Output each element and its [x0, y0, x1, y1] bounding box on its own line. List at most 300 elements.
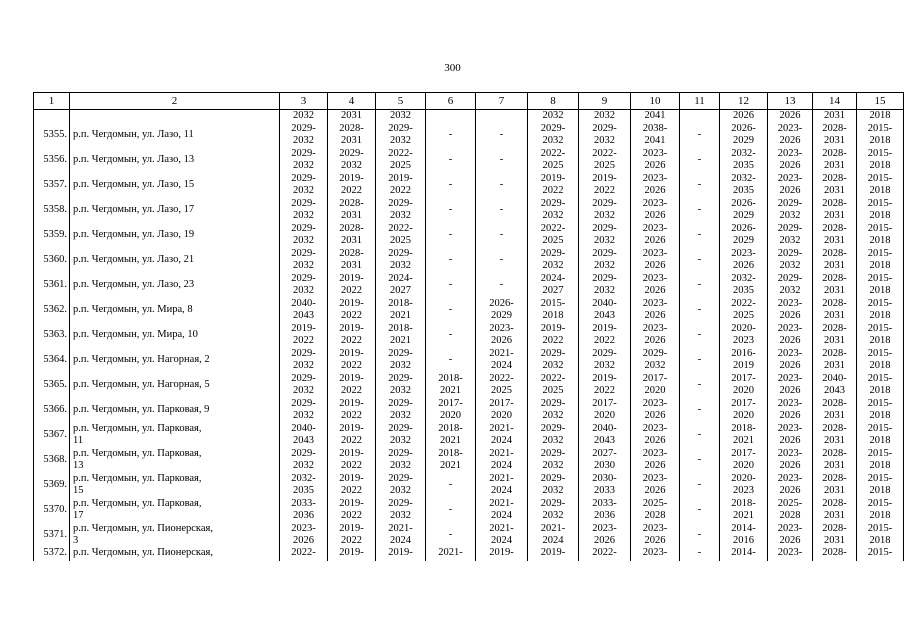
table-cell: 2019-: [476, 547, 528, 561]
table-cell: 2040- 2043: [579, 422, 631, 447]
table-cell: 2019- 2022: [328, 347, 376, 372]
table-cell: -: [426, 122, 476, 147]
table-cell: 2029- 2032: [376, 122, 426, 147]
table-cell: [70, 110, 280, 123]
table-cell: 2018- 2021: [376, 322, 426, 347]
table-cell: -: [426, 347, 476, 372]
table-cell: 2019- 2022: [528, 322, 579, 347]
column-header: 5: [376, 93, 426, 110]
table-cell: 2032: [579, 110, 631, 123]
table-cell: 2032: [280, 110, 328, 123]
table-cell: 2028- 2031: [813, 297, 857, 322]
table-cell: 2029- 2032: [376, 372, 426, 397]
table-cell: 2029- 2032: [528, 422, 579, 447]
table-cell: 2029- 2032: [280, 147, 328, 172]
table-cell: 2032- 2035: [720, 272, 768, 297]
table-cell: 2031: [328, 110, 376, 123]
column-header: 10: [631, 93, 680, 110]
table-cell: 2026- 2029: [476, 297, 528, 322]
table-cell: 2040- 2043: [280, 297, 328, 322]
table-cell: 2026- 2029: [720, 222, 768, 247]
table-cell: 2019- 2022: [579, 372, 631, 397]
table-cell: 2022- 2025: [528, 222, 579, 247]
table-cell: 2019- 2022: [328, 472, 376, 497]
table-cell: 2021- 2024: [476, 497, 528, 522]
table-cell: 2019- 2022: [528, 172, 579, 197]
table-cell: 2026- 2029: [720, 197, 768, 222]
address-cell: р.п. Чегдомын, ул. Парковая, 9: [70, 397, 280, 422]
table-cell: 2029- 2032: [376, 422, 426, 447]
table-cell: 2015- 2018: [857, 497, 904, 522]
table-cell: 2028- 2031: [813, 472, 857, 497]
table-cell: 2015- 2018: [857, 372, 904, 397]
table-cell: -: [476, 222, 528, 247]
table-row: [34, 222, 904, 247]
table-cell: 2021- 2024: [476, 422, 528, 447]
row-number: 5365.: [34, 372, 70, 397]
column-header: 9: [579, 93, 631, 110]
table-cell: 2026: [768, 110, 813, 123]
table-cell: 2029- 2032: [768, 247, 813, 272]
table-cell: 2029- 2032: [528, 497, 579, 522]
table-cell: 2022- 2025: [579, 147, 631, 172]
table-cell: -: [680, 547, 720, 561]
table-cell: -: [680, 347, 720, 372]
address-cell: р.п. Чегдомын, ул. Парковая, 13: [70, 447, 280, 472]
table-cell: 2015- 2018: [857, 397, 904, 422]
table-cell: 2032- 2035: [720, 147, 768, 172]
table-cell: -: [426, 172, 476, 197]
table-cell: 2018- 2021: [376, 297, 426, 322]
table-cell: 2015- 2018: [857, 347, 904, 372]
table-cell: 2028- 2031: [813, 322, 857, 347]
row-number: 5364.: [34, 347, 70, 372]
row-number: 5356.: [34, 147, 70, 172]
row-number: 5372.: [34, 547, 70, 561]
table-cell: 2019- 2022: [376, 172, 426, 197]
table-cell: -: [426, 297, 476, 322]
table-cell: 2028- 2031: [813, 522, 857, 547]
table-cell: 2015- 2018: [857, 122, 904, 147]
table-cell: 2040- 2043: [280, 422, 328, 447]
table-cell: 2019-: [528, 547, 579, 561]
table-row: [34, 547, 904, 561]
column-header: 15: [857, 93, 904, 110]
table-cell: 2017- 2020: [631, 372, 680, 397]
address-cell: р.п. Чегдомын, ул. Парковая, 15: [70, 472, 280, 497]
column-header: 8: [528, 93, 579, 110]
row-number: 5360.: [34, 247, 70, 272]
table-cell: 2029- 2032: [280, 197, 328, 222]
table-cell: -: [680, 522, 720, 547]
table-cell: 2023- 2026: [280, 522, 328, 547]
row-number: 5370.: [34, 497, 70, 522]
table-cell: 2021- 2024: [376, 522, 426, 547]
table-cell: 2025- 2028: [768, 497, 813, 522]
table-row: [34, 447, 904, 472]
table-cell: 2015- 2018: [857, 147, 904, 172]
table-cell: 2029- 2032: [280, 397, 328, 422]
table-cell: 2028-: [813, 547, 857, 561]
table-cell: 2029- 2032: [768, 222, 813, 247]
table-cell: 2017- 2020: [426, 397, 476, 422]
table-cell: 2029- 2032: [376, 472, 426, 497]
table-cell: 2023- 2026: [631, 397, 680, 422]
table-cell: -: [680, 322, 720, 347]
table-cell: 2023- 2026: [631, 247, 680, 272]
address-cell: р.п. Чегдомын, ул. Нагорная, 5: [70, 372, 280, 397]
table-cell: 2021- 2024: [476, 472, 528, 497]
row-number: 5361.: [34, 272, 70, 297]
table-cell: 2029- 2032: [528, 247, 579, 272]
table-cell: 2040- 2043: [579, 297, 631, 322]
address-cell: р.п. Чегдомын, ул. Лазо, 21: [70, 247, 280, 272]
table-cell: 2019- 2022: [579, 322, 631, 347]
table-cell: 2023- 2026: [768, 397, 813, 422]
table-cell: 2021- 2024: [476, 447, 528, 472]
table-cell: 2030- 2033: [579, 472, 631, 497]
column-header: 1: [34, 93, 70, 110]
table-cell: 2032- 2035: [720, 172, 768, 197]
row-number: 5359.: [34, 222, 70, 247]
table-cell: -: [680, 172, 720, 197]
table-cell: 2038- 2041: [631, 122, 680, 147]
table-cell: 2019- 2022: [328, 372, 376, 397]
table-cell: -: [680, 472, 720, 497]
table-row: [34, 497, 904, 522]
table-cell: -: [426, 497, 476, 522]
address-cell: р.п. Чегдомын, ул. Лазо, 17: [70, 197, 280, 222]
table-cell: [476, 110, 528, 123]
table-cell: 2026- 2029: [720, 122, 768, 147]
table-cell: -: [426, 322, 476, 347]
table-cell: 2029- 2032: [528, 122, 579, 147]
table-cell: 2019- 2022: [328, 497, 376, 522]
table-cell: 2018- 2021: [426, 447, 476, 472]
table-cell: [34, 110, 70, 123]
table-row: [34, 147, 904, 172]
schedule-table: [33, 92, 904, 561]
table-cell: 2029- 2032: [579, 122, 631, 147]
table-cell: 2021- 2024: [476, 522, 528, 547]
table-cell: -: [680, 272, 720, 297]
table-cell: 2029- 2032: [528, 447, 579, 472]
table-cell: 2029- 2032: [579, 222, 631, 247]
table-cell: 2028- 2031: [813, 197, 857, 222]
table-cell: [680, 110, 720, 123]
row-number: 5357.: [34, 172, 70, 197]
table-cell: -: [680, 247, 720, 272]
table-cell: -: [476, 147, 528, 172]
table-cell: 2023- 2026: [631, 472, 680, 497]
table-cell: 2032: [528, 110, 579, 123]
table-cell: 2017- 2020: [720, 447, 768, 472]
row-number: 5358.: [34, 197, 70, 222]
table-cell: 2015- 2018: [857, 522, 904, 547]
address-cell: р.п. Чегдомын, ул. Мира, 8: [70, 297, 280, 322]
table-cell: 2023- 2026: [720, 247, 768, 272]
table-row: [34, 197, 904, 222]
table-cell: 2024- 2027: [528, 272, 579, 297]
address-cell: р.п. Чегдомын, ул. Парковая, 17: [70, 497, 280, 522]
table-cell: 2027- 2030: [579, 447, 631, 472]
table-cell: 2019- 2022: [280, 322, 328, 347]
table-cell: 2023- 2026: [631, 322, 680, 347]
table-cell: 2019- 2022: [328, 522, 376, 547]
table-row: [34, 422, 904, 447]
table-cell: 2023-: [768, 547, 813, 561]
table-cell: 2029- 2032: [280, 447, 328, 472]
table-cell: 2023- 2026: [768, 322, 813, 347]
table-cell: 2018- 2021: [720, 497, 768, 522]
table-cell: 2029- 2032: [280, 122, 328, 147]
table-row: [34, 172, 904, 197]
table-cell: -: [426, 472, 476, 497]
table-cell: 2025- 2028: [631, 497, 680, 522]
table-cell: 2023- 2026: [476, 322, 528, 347]
table-cell: 2022-: [280, 547, 328, 561]
table-cell: -: [426, 197, 476, 222]
table-cell: 2023- 2026: [768, 147, 813, 172]
table-cell: -: [426, 247, 476, 272]
table-cell: 2017- 2020: [720, 397, 768, 422]
table-cell: 2015- 2018: [528, 297, 579, 322]
table-cell: 2017- 2020: [476, 397, 528, 422]
table-cell: 2029- 2032: [376, 247, 426, 272]
table-row: [34, 297, 904, 322]
column-header: 12: [720, 93, 768, 110]
row-number: 5368.: [34, 447, 70, 472]
table-cell: 2019-: [376, 547, 426, 561]
row-number: 5367.: [34, 422, 70, 447]
table-cell: 2028- 2031: [813, 247, 857, 272]
address-cell: р.п. Чегдомын, ул. Лазо, 23: [70, 272, 280, 297]
table-cell: 2028- 2031: [328, 122, 376, 147]
table-cell: 2029- 2032: [376, 447, 426, 472]
table-cell: 2029- 2032: [280, 347, 328, 372]
row-number: 5362.: [34, 297, 70, 322]
table-cell: 2016- 2019: [720, 347, 768, 372]
table-cell: 2028- 2031: [813, 222, 857, 247]
table-cell: 2023- 2026: [631, 447, 680, 472]
table-cell: 2033- 2036: [579, 497, 631, 522]
table-cell: 2029- 2032: [280, 172, 328, 197]
table-cell: 2015- 2018: [857, 322, 904, 347]
table-cell: 2014-: [720, 547, 768, 561]
table-cell: 2029- 2032: [528, 397, 579, 422]
table-cell: 2015- 2018: [857, 222, 904, 247]
table-cell: 2032: [376, 110, 426, 123]
table-cell: -: [680, 122, 720, 147]
table-cell: 2026: [720, 110, 768, 123]
table-cell: 2029- 2032: [376, 347, 426, 372]
table-cell: 2015- 2018: [857, 172, 904, 197]
table-cell: 2029- 2032: [376, 397, 426, 422]
row-number: 5363.: [34, 322, 70, 347]
table-cell: 2032- 2035: [280, 472, 328, 497]
table-cell: 2015- 2018: [857, 472, 904, 497]
table-cell: -: [476, 272, 528, 297]
address-cell: р.п. Чегдомын, ул. Лазо, 13: [70, 147, 280, 172]
table-cell: 2019- 2022: [328, 422, 376, 447]
table-cell: 2022- 2025: [528, 372, 579, 397]
table-cell: 2023- 2026: [631, 297, 680, 322]
table-cell: 2023- 2026: [768, 122, 813, 147]
column-header: 13: [768, 93, 813, 110]
address-cell: р.п. Чегдомын, ул. Лазо, 15: [70, 172, 280, 197]
column-header: 11: [680, 93, 720, 110]
table-cell: 2020- 2023: [720, 472, 768, 497]
table-cell: 2033- 2036: [280, 497, 328, 522]
table-cell: 2029- 2032: [328, 147, 376, 172]
table-row: [34, 372, 904, 397]
table-cell: 2021- 2024: [476, 347, 528, 372]
table-cell: 2023- 2026: [631, 422, 680, 447]
table-cell: 2028- 2031: [328, 247, 376, 272]
table-cell: -: [476, 122, 528, 147]
table-cell: 2029- 2032: [579, 272, 631, 297]
table-cell: 2015- 2018: [857, 247, 904, 272]
table-cell: 2029- 2032: [768, 272, 813, 297]
table-cell: 2019- 2022: [328, 397, 376, 422]
table-cell: -: [680, 372, 720, 397]
table-cell: 2023- 2026: [631, 222, 680, 247]
address-cell: р.п. Чегдомын, ул. Мира, 10: [70, 322, 280, 347]
column-header: 14: [813, 93, 857, 110]
table-cell: 2031: [813, 110, 857, 123]
address-cell: р.п. Чегдомын, ул. Лазо, 19: [70, 222, 280, 247]
table-cell: 2023- 2026: [768, 447, 813, 472]
table-cell: -: [680, 147, 720, 172]
table-cell: 2023- 2026: [768, 372, 813, 397]
column-header: 6: [426, 93, 476, 110]
table-cell: 2023- 2026: [631, 522, 680, 547]
table-cell: 2029- 2032: [376, 497, 426, 522]
table-cell: -: [680, 447, 720, 472]
table-cell: 2022- 2025: [720, 297, 768, 322]
table-cell: 2029- 2032: [579, 247, 631, 272]
table-cell: 2018- 2021: [426, 372, 476, 397]
table-cell: 2022-: [579, 547, 631, 561]
table-cell: 2018- 2021: [720, 422, 768, 447]
column-header: 4: [328, 93, 376, 110]
table-cell: 2028- 2031: [813, 422, 857, 447]
table-row: [34, 122, 904, 147]
table-cell: 2029- 2032: [768, 197, 813, 222]
table-cell: 2028- 2031: [813, 122, 857, 147]
table-cell: 2017- 2020: [579, 397, 631, 422]
table-cell: 2023- 2026: [631, 197, 680, 222]
table-cell: 2023-: [631, 547, 680, 561]
table-cell: 2023- 2026: [631, 172, 680, 197]
table-cell: 2017- 2020: [720, 372, 768, 397]
table-cell: 2029- 2032: [631, 347, 680, 372]
table-cell: 2020- 2023: [720, 322, 768, 347]
table-cell: 2021-: [426, 547, 476, 561]
column-header: 2: [70, 93, 280, 110]
table-cell: -: [680, 197, 720, 222]
table-row: [34, 272, 904, 297]
table-cell: 2029- 2032: [280, 272, 328, 297]
address-cell: р.п. Чегдомын, ул. Лазо, 11: [70, 122, 280, 147]
table-cell: 2029- 2032: [376, 197, 426, 222]
table-row: [34, 347, 904, 372]
table-cell: 2028- 2031: [813, 447, 857, 472]
table-cell: 2029- 2032: [280, 247, 328, 272]
table-cell: 2023- 2026: [579, 522, 631, 547]
table-cell: 2015-: [857, 547, 904, 561]
table-cell: 2023- 2026: [631, 272, 680, 297]
address-cell: р.п. Чегдомын, ул. Нагорная, 2: [70, 347, 280, 372]
table-cell: 2028- 2031: [328, 197, 376, 222]
table-cell: -: [680, 222, 720, 247]
table-cell: 2023- 2026: [768, 422, 813, 447]
table-cell: -: [680, 297, 720, 322]
table-cell: 2029- 2032: [528, 347, 579, 372]
table-cell: -: [426, 522, 476, 547]
table-cell: -: [426, 272, 476, 297]
table-row: [34, 522, 904, 547]
table-header: [34, 93, 904, 110]
table-cell: 2028- 2031: [813, 397, 857, 422]
column-header: 7: [476, 93, 528, 110]
table-cell: 2019- 2022: [579, 172, 631, 197]
table-cell: 2015- 2018: [857, 197, 904, 222]
row-number: 5371.: [34, 522, 70, 547]
table-cell: 2019- 2022: [328, 272, 376, 297]
table-cell: -: [680, 497, 720, 522]
table-cell: [426, 110, 476, 123]
table-row: [34, 322, 904, 347]
table-cell: 2015- 2018: [857, 297, 904, 322]
table-cell: 2023- 2026: [768, 297, 813, 322]
table-row: [34, 397, 904, 422]
table-body: [34, 110, 904, 562]
table-cell: 2029- 2032: [280, 222, 328, 247]
table-cell: 2023- 2026: [768, 522, 813, 547]
table-cell: 2029- 2032: [579, 197, 631, 222]
table-cell: -: [680, 422, 720, 447]
table-cell: 2041: [631, 110, 680, 123]
table-cell: 2022- 2025: [476, 372, 528, 397]
table-cell: 2015- 2018: [857, 272, 904, 297]
table-cell: -: [680, 397, 720, 422]
table-cell: 2019- 2022: [328, 447, 376, 472]
table-cell: 2023- 2026: [768, 472, 813, 497]
row-number: 5355.: [34, 122, 70, 147]
table-cell: 2023- 2026: [768, 347, 813, 372]
table-cell: 2028- 2031: [813, 347, 857, 372]
table-cell: 2028- 2031: [813, 272, 857, 297]
table-cell: -: [426, 222, 476, 247]
table-cell: 2021- 2024: [528, 522, 579, 547]
page-number: 300: [444, 62, 461, 74]
table-cell: 2029- 2032: [579, 347, 631, 372]
table-cell: 2029- 2032: [280, 372, 328, 397]
table-cell: 2040- 2043: [813, 372, 857, 397]
table-cell: 2022- 2025: [376, 147, 426, 172]
row-number: 5369.: [34, 472, 70, 497]
table-cell: 2018- 2021: [426, 422, 476, 447]
table-cell: 2019- 2022: [328, 172, 376, 197]
row-number: 5366.: [34, 397, 70, 422]
table-cell: 2023- 2026: [631, 147, 680, 172]
column-header: 3: [280, 93, 328, 110]
address-cell: р.п. Чегдомын, ул. Пионерская,: [70, 547, 280, 561]
table-cell: 2022- 2025: [376, 222, 426, 247]
table-cell: 2022- 2025: [528, 147, 579, 172]
table-cell: 2015- 2018: [857, 422, 904, 447]
